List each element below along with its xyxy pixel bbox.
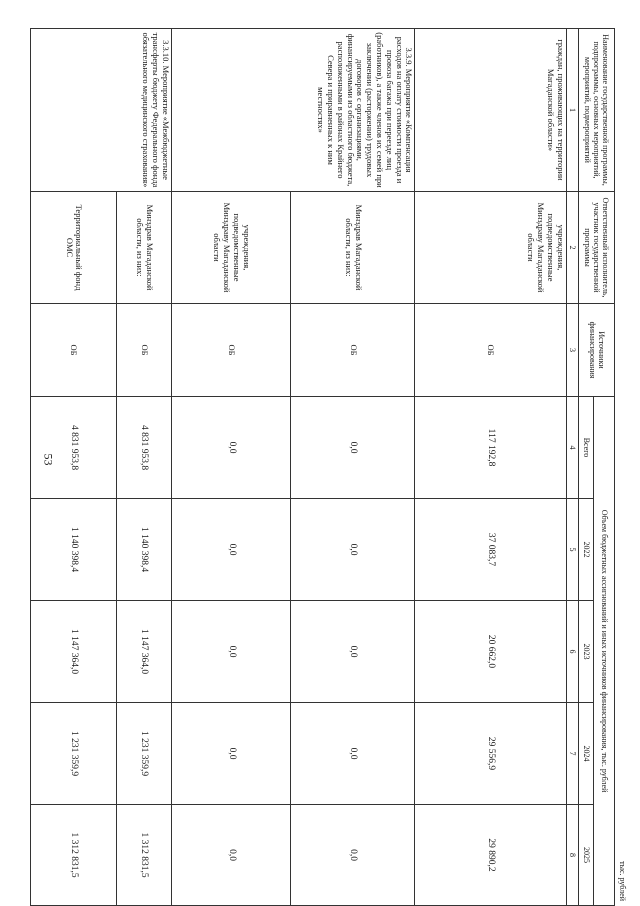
value-2023: 1 147 364,0	[31, 601, 117, 703]
value-2024: 1 231 359,9	[117, 703, 172, 805]
header-2023: 2023	[579, 601, 594, 703]
value-2022: 1 140 398,4	[117, 499, 172, 601]
value-2025: 1 312 831,5	[117, 805, 172, 906]
row-source: ОБ	[415, 304, 566, 397]
row-source: ОБ	[117, 304, 172, 397]
value-total: 4 831 953,8	[31, 397, 117, 499]
value-2023: 20 662,0	[415, 601, 566, 703]
row-source: ОБ	[291, 304, 415, 397]
value-total: 4 831 953,8	[117, 397, 172, 499]
value-total: 0,0	[291, 397, 415, 499]
table-row	[117, 29, 172, 906]
col-number: 3	[566, 304, 579, 397]
row-name: 3.3.10. Мероприятие «Межбюджетные трансферты бюджету Федерального фонда обязательного медицинского страхования»	[31, 29, 172, 192]
value-2025: 29 890,2	[415, 805, 566, 906]
col-number: 6	[566, 601, 579, 703]
col-number: 8	[566, 805, 579, 906]
row-executor: Минздрав Магаданской области, из них:	[291, 192, 415, 304]
row-executor: Территориальный фонд ОМС	[31, 192, 117, 304]
value-2023: 0,0	[171, 601, 291, 703]
row-executor: учреждения, подведомственные Минздраву Магаданской области	[171, 192, 291, 304]
value-2024: 29 556,9	[415, 703, 566, 805]
value-2022: 0,0	[171, 499, 291, 601]
col-number: 4	[566, 397, 579, 499]
row-source: ОБ	[31, 304, 117, 397]
header-executor: Ответственный исполнитель, участник государственной программы	[579, 192, 615, 304]
header-name: Наименование государственной программы, подпрограммы, основных мероприятий, мероприятий, подмероприятий	[579, 29, 615, 192]
header-volume: Объем бюджетных ассигнований и иных источников финансирования, тыс. рублей	[594, 397, 615, 906]
value-2024: 1 231 359,9	[31, 703, 117, 805]
value-2023: 1 147 364,0	[117, 601, 172, 703]
value-2022: 1 140 398,4	[31, 499, 117, 601]
value-2024: 0,0	[291, 703, 415, 805]
table-row	[415, 29, 566, 906]
budget-table	[30, 28, 615, 906]
col-number: 5	[566, 499, 579, 601]
value-total: 0,0	[171, 397, 291, 499]
table-row	[291, 29, 415, 906]
rotated-table-container	[27, 28, 625, 905]
value-2025: 1 312 831,5	[31, 805, 117, 906]
header-row-1	[594, 29, 615, 906]
header-total: Всего	[579, 397, 594, 499]
value-2024: 0,0	[171, 703, 291, 805]
value-2025: 0,0	[291, 805, 415, 906]
value-2025: 0,0	[171, 805, 291, 906]
units-note: тыс. рублей	[618, 861, 627, 901]
row-source: ОБ	[171, 304, 291, 397]
col-number: 7	[566, 703, 579, 805]
row-name: 3.3.9. Мероприятие «Компенсация расходов на оплату стоимости проезда и провоза багажа при переезде лиц (работников), а также членов их семей при заключении (расторжении) трудовых договоров с организациями, финансируемыми из областного бюджета, расположенными в районах Крайнего Севера и приравненных к ним местностях»	[171, 29, 415, 192]
page-number: 53	[41, 453, 56, 466]
row-executor: Минздрав Магаданской области, из них:	[117, 192, 172, 304]
header-2022: 2022	[579, 499, 594, 601]
col-number: 2	[566, 192, 579, 304]
value-2023: 0,0	[291, 601, 415, 703]
col-number: 1	[566, 29, 579, 192]
header-2024: 2024	[579, 703, 594, 805]
value-2022: 0,0	[291, 499, 415, 601]
header-2025: 2025	[579, 805, 594, 906]
column-number-row	[566, 29, 579, 906]
value-2022: 37 083,7	[415, 499, 566, 601]
row-executor: учреждения, подведомственные Минздраву Магаданской области	[415, 192, 566, 304]
header-source: Источники финансирования	[579, 304, 615, 397]
value-total: 117 192,8	[415, 397, 566, 499]
row-name: граждан, проживающих на территории Магаданской области»	[415, 29, 566, 192]
